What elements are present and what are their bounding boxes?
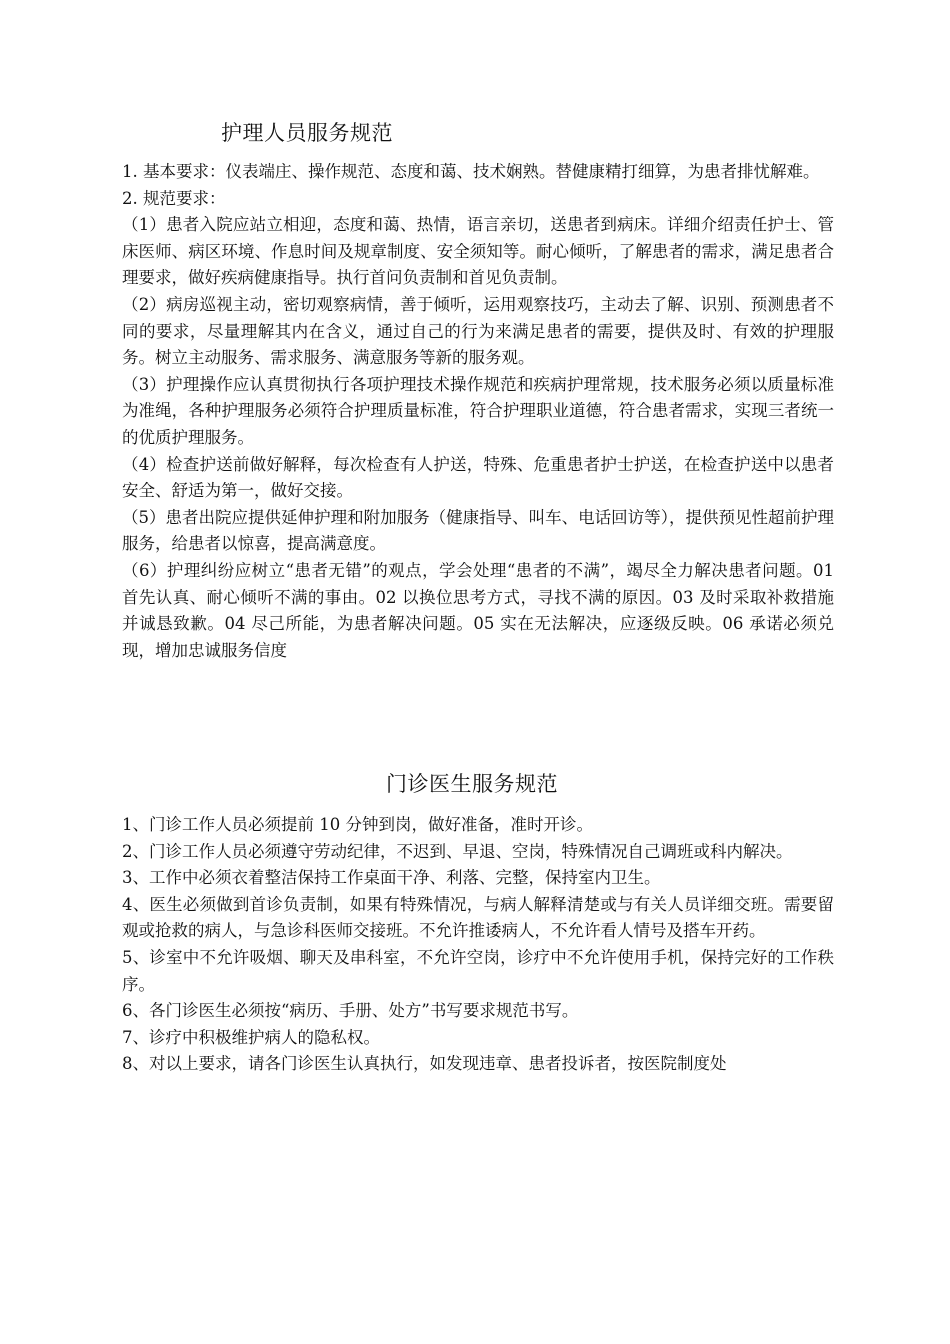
nursing-paragraph: （6）护理纠纷应树立“患者无错”的观点，学会处理“患者的不满”，竭尽全力解决患者问题。01 首先认真、耐心倾听不满的事由。02 以换位思考方式，寻找不满的原因。03 及时采取补救措施并诚恳致歉。04 尽己所能，为患者解决问题。05 实在无法解决，应逐级反映。06 承诺必须兑现，增加忠诚服务信度 [122, 560, 834, 660]
clinic-paragraph: 1、门诊工作人员必须提前 10 分钟到岗，做好准备，准时开诊。 [122, 815, 593, 834]
clinic-paragraph: 2、门诊工作人员必须遵守劳动纪律，不迟到、早退、空岗，特殊情况自己调班或科内解决。 [122, 841, 793, 861]
section-title-clinic: 门诊医生服务规范 [386, 772, 558, 796]
nursing-standards-body [122, 159, 834, 664]
clinic-paragraph: 4、医生必须做到首诊负责制，如果有特殊情况，与病人解释清楚或与有关人员详细交班。需要留观或抢救的病人，与急诊科医师交接班。不允许推诿病人，不允许看人情号及搭车开药。 [122, 894, 834, 941]
clinic-standards-body [122, 812, 834, 1078]
clinic-paragraph: 6、各门诊医生必须按“病历、手册、处方”书写要求规范书写。 [122, 1001, 579, 1021]
nursing-paragraph: 2. 规范要求： [122, 188, 226, 208]
clinic-paragraph: 8、对以上要求，请各门诊医生认真执行，如发现违章、患者投诉者，按医院制度处 [122, 1054, 727, 1074]
section-title-nursing: 护理人员服务规范 [221, 121, 393, 145]
clinic-paragraph: 3、工作中必须衣着整洁保持工作桌面干净、利落、完整，保持室内卫生。 [122, 868, 661, 888]
nursing-paragraph: （3）护理操作应认真贯彻执行各项护理技术操作规范和疾病护理常规，技术服务必须以质量标准为准绳，各种护理服务必须符合护理质量标准，符合护理职业道德，符合患者需求，实现三者统一的优质护理服务。 [122, 374, 834, 447]
nursing-paragraph: （2）病房巡视主动，密切观察病情，善于倾听，运用观察技巧，主动去了解、识别、预测患者不同的要求，尽量理解其内在含义，通过自己的行为来满足患者的需要，提供及时、有效的护理服务。树立主动服务、需求服务、满意服务等新的服务观。 [122, 294, 834, 368]
clinic-paragraph: 7、诊疗中积极维护病人的隐私权。 [122, 1027, 380, 1047]
nursing-paragraph: （4）检查护送前做好解释，每次检查有人护送，特殊、危重患者护士护送，在检查护送中以患者安全、舒适为第一，做好交接。 [122, 454, 834, 501]
nursing-paragraph: 1. 基本要求：仪表端庄、操作规范、态度和蔼、技术娴熟。替健康精打细算，为患者排忧解难。 [122, 162, 820, 181]
nursing-paragraph: （1）患者入院应站立相迎，态度和蔼、热情，语言亲切，送患者到病床。详细介绍责任护士、管床医师、病区环境、作息时间及规章制度、安全须知等。耐心倾听，了解患者的需求，满足患者合理要求，做好疾病健康指导。执行首问负责制和首见负责制。 [122, 215, 834, 288]
nursing-paragraph: （5）患者出院应提供延伸护理和附加服务（健康指导、叫车、电话回访等），提供预见性超前护理服务，给患者以惊喜，提高满意度。 [122, 507, 834, 554]
clinic-paragraph: 5、诊室中不允许吸烟、聊天及串科室，不允许空岗，诊疗中不允许使用手机，保持完好的工作秩序。 [122, 947, 834, 994]
